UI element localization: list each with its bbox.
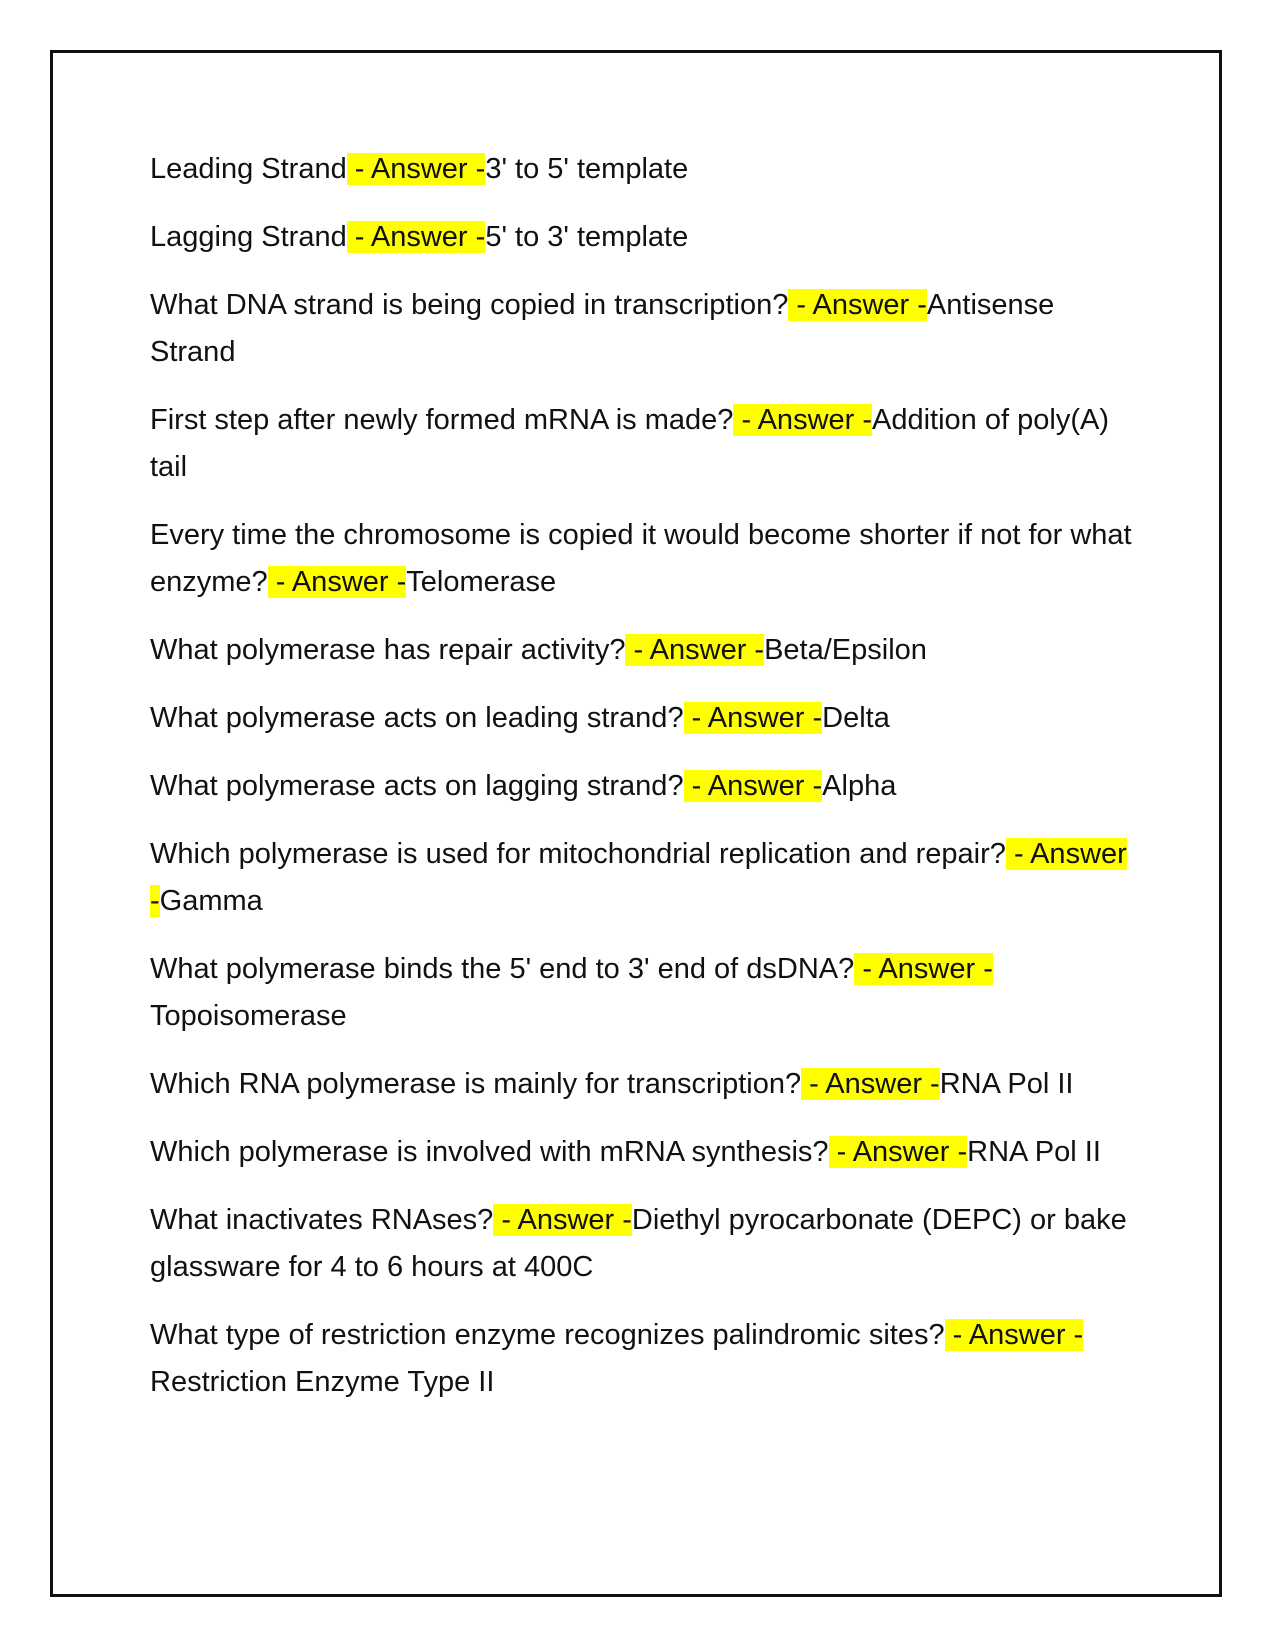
qa-item — [150, 695, 1135, 742]
qa-item — [150, 397, 1135, 491]
answer-text: Addition of poly(A) tail — [150, 404, 1109, 483]
answer-marker: - Answer - — [801, 1068, 940, 1100]
question-text: Which RNA polymerase is mainly for transcription? — [150, 1068, 802, 1100]
answer-marker: - Answer - — [346, 153, 486, 185]
answer-marker: - Answer - — [683, 770, 823, 802]
answer-text: Restriction Enzyme Type II — [150, 1366, 495, 1398]
qa-item — [150, 146, 1135, 193]
question-text: First step after newly formed mRNA is made? — [150, 404, 734, 436]
question-text: What inactivates RNAses? — [150, 1204, 494, 1236]
answer-marker: - Answer - — [944, 1319, 1084, 1351]
qa-item — [150, 512, 1135, 606]
question-text: Which polymerase is involved with mRNA synthesis? — [150, 1136, 829, 1168]
question-text: Lagging Strand — [150, 221, 347, 253]
qa-item — [150, 1197, 1135, 1291]
question-text: What type of restriction enzyme recognizes palindromic sites? — [150, 1319, 945, 1351]
answer-marker: - Answer - — [150, 838, 1127, 917]
question-text: What polymerase has repair activity? — [150, 634, 626, 666]
qa-item — [150, 1129, 1135, 1176]
answer-marker: - Answer - — [733, 404, 873, 436]
answer-text: RNA Pol II — [939, 1068, 1074, 1100]
answer-text: Beta/Epsilon — [764, 634, 927, 666]
question-text: What polymerase acts on leading strand? — [150, 702, 684, 734]
answer-marker: - Answer - — [625, 634, 765, 666]
question-text: What polymerase binds the 5' end to 3' end of dsDNA? — [150, 953, 855, 985]
answer-marker: - Answer - — [493, 1204, 632, 1236]
answer-text: Alpha — [822, 770, 897, 802]
qa-item — [150, 282, 1135, 376]
question-text: Which polymerase is used for mitochondrial replication and repair? — [150, 838, 1006, 870]
question-text: What DNA strand is being copied in transcription? — [150, 289, 789, 321]
qa-item — [150, 763, 1135, 810]
answer-text: 5' to 3' template — [485, 221, 689, 253]
answer-marker: - Answer - — [828, 1136, 968, 1168]
qa-item — [150, 831, 1135, 925]
answer-marker: - Answer - — [854, 953, 993, 985]
answer-marker: - Answer - — [267, 566, 407, 598]
question-text: Leading Strand — [150, 153, 347, 185]
qa-item — [150, 1061, 1135, 1108]
answer-text: RNA Pol II — [967, 1136, 1101, 1168]
answer-marker: - Answer - — [346, 221, 486, 253]
question-text: What polymerase acts on lagging strand? — [150, 770, 684, 802]
answer-text: Telomerase — [406, 566, 557, 598]
answer-text: 3' to 5' template — [485, 153, 689, 185]
answer-text: Gamma — [159, 885, 263, 917]
question-answer-list — [150, 146, 1135, 1427]
answer-marker: - Answer - — [788, 289, 927, 321]
answer-text: Topoisomerase — [150, 1000, 347, 1032]
question-text: Every time the chromosome is copied it would become shorter if not for what enzyme? — [150, 519, 1132, 598]
answer-text: Antisense Strand — [150, 289, 1055, 368]
answer-marker: - Answer - — [683, 702, 823, 734]
qa-item — [150, 946, 1135, 1040]
qa-item — [150, 214, 1135, 261]
qa-item — [150, 627, 1135, 674]
answer-text: Delta — [822, 702, 890, 734]
qa-item — [150, 1312, 1135, 1406]
answer-text: Diethyl pyrocarbonate (DEPC) or bake glassware for 4 to 6 hours at 400C — [150, 1204, 1127, 1283]
